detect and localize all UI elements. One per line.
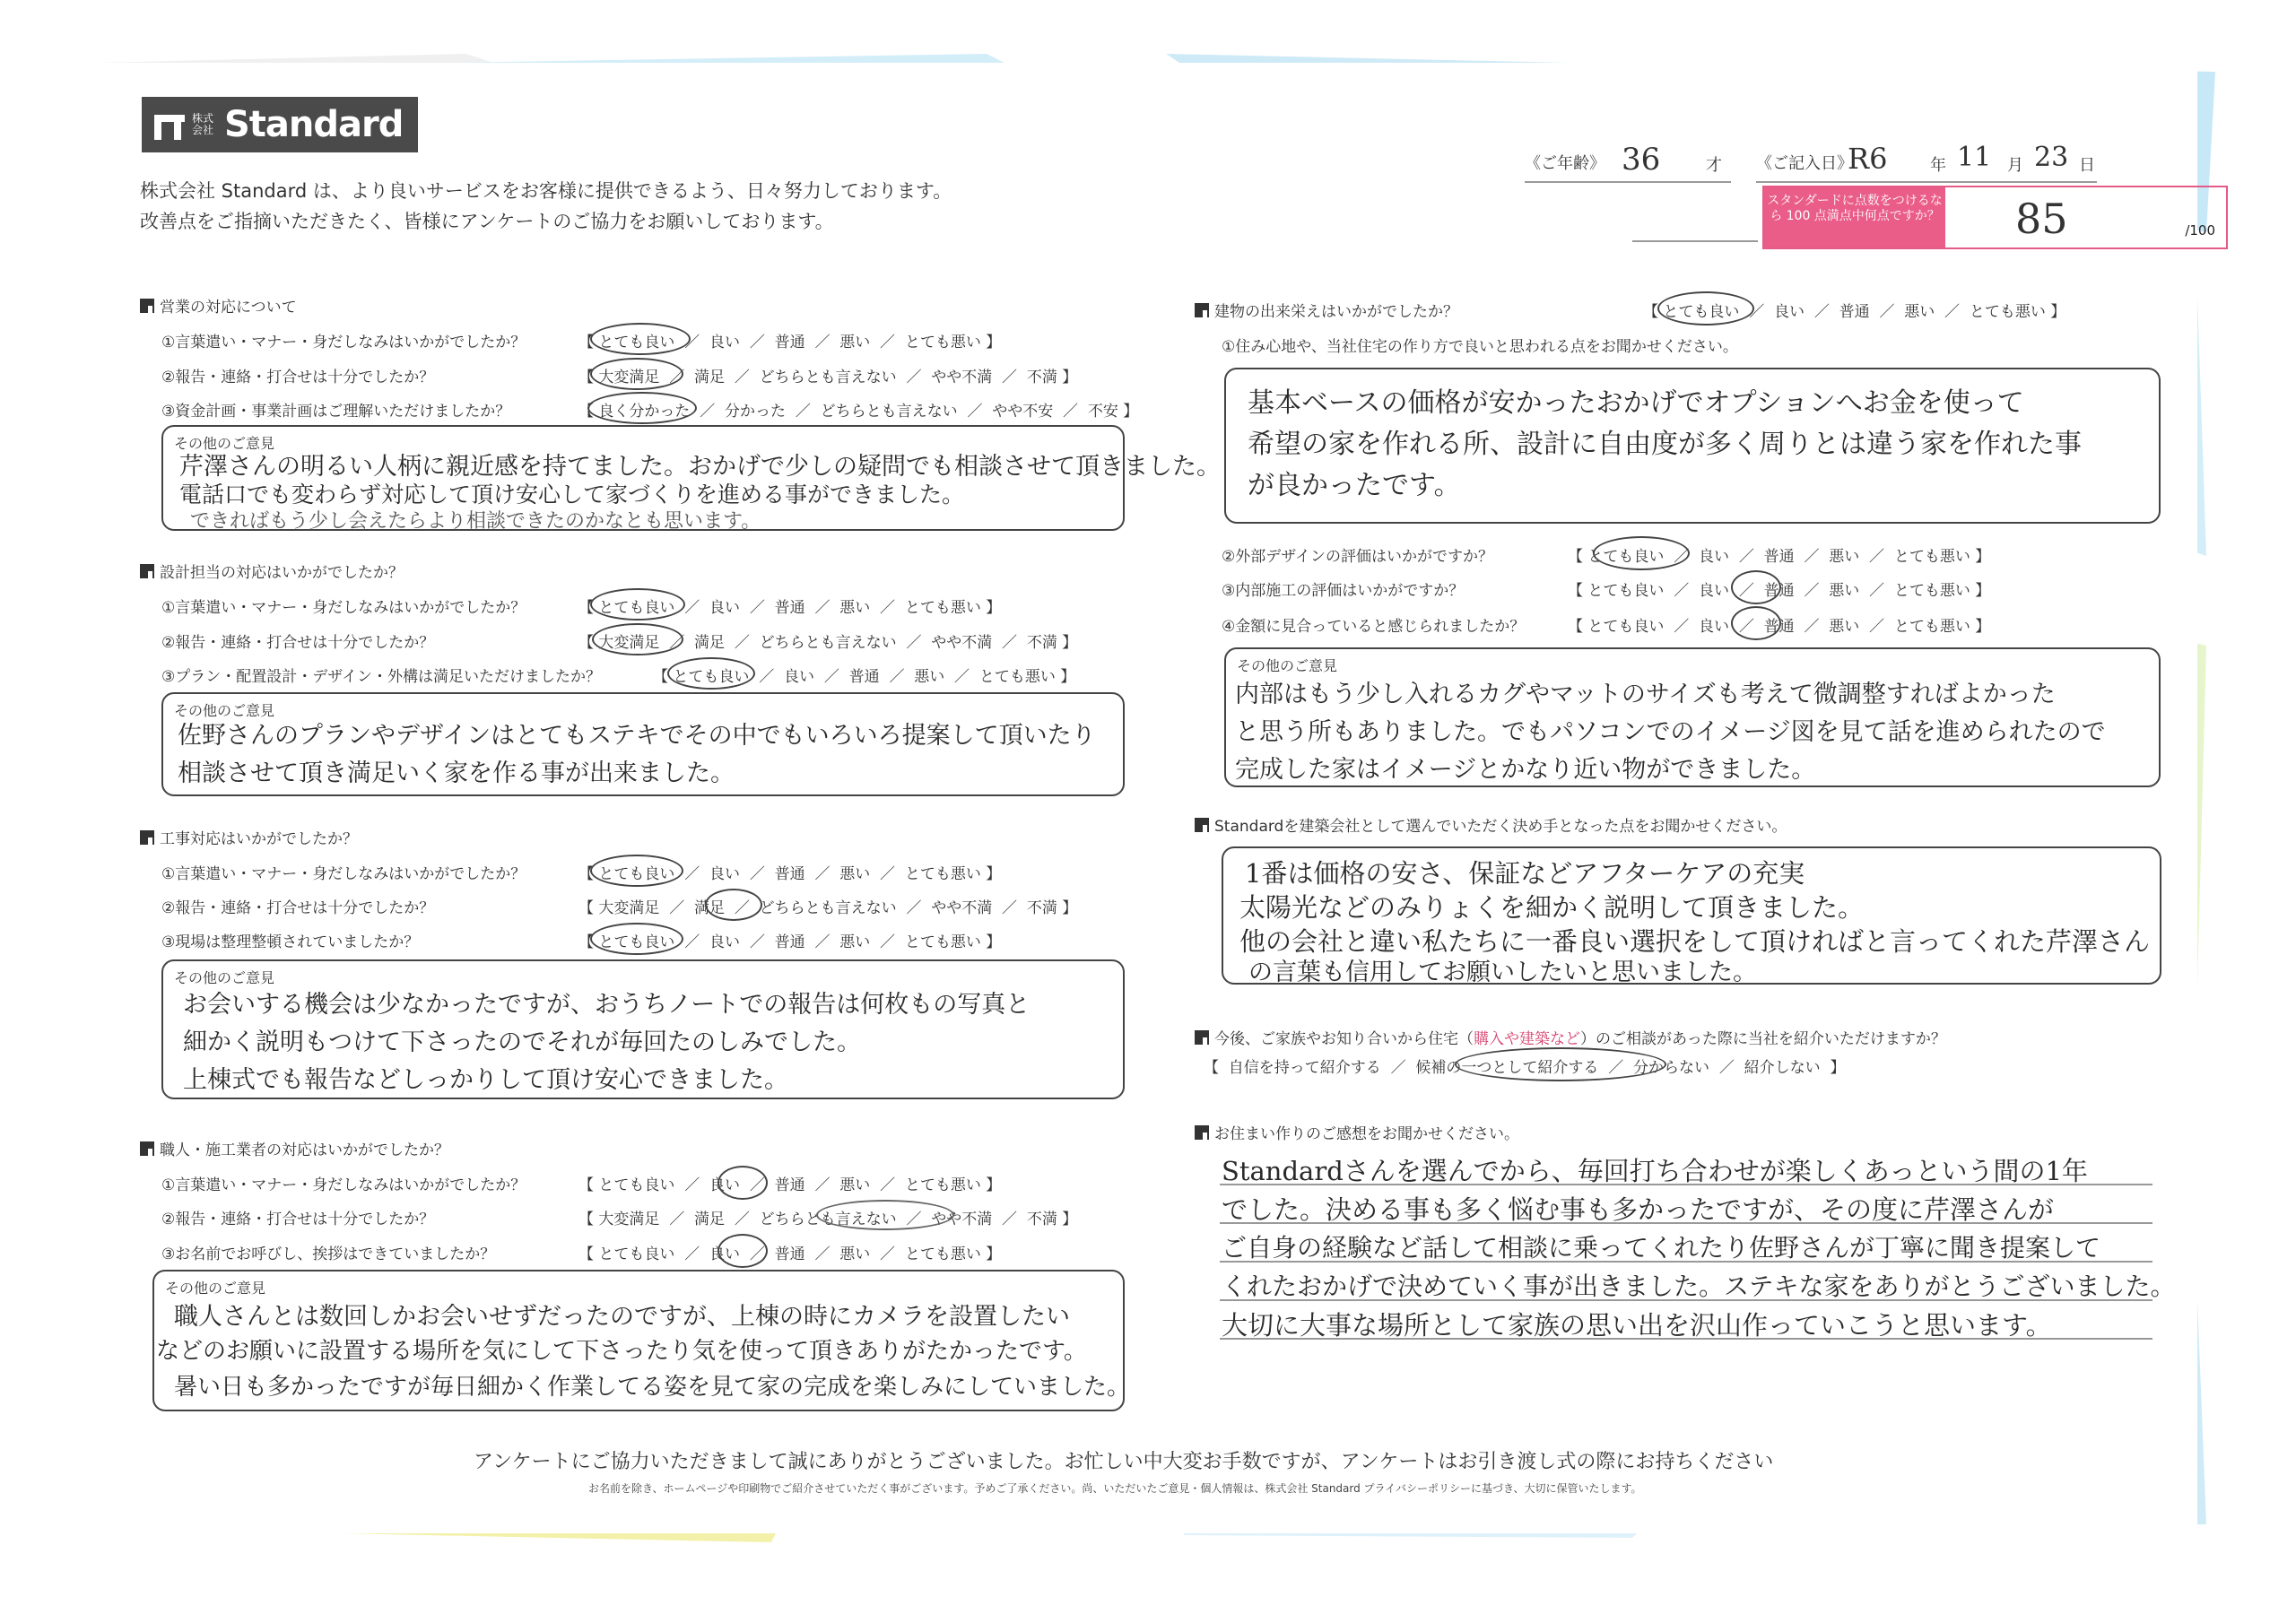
building-options[interactable]: 【 とても良い ／ 良い ／ 普通 ／ 悪い ／ とても悪い 】 [1643,303,2066,321]
sales-q1: ①言葉遣い・マナー・身だしなみはいかがでしたか？ [161,334,526,352]
answer-circle [1593,536,1690,570]
design-q3: ③プラン・配置設計・デザイン・外構は満足いただけましたか？ [161,668,602,686]
comment-line: 細かく説明もつけて下さったのでそれが毎回たのしみでした。 [183,1028,861,1056]
comment-line: 内部はもう少し入れるカグやマットのサイズも考えて微調整すればよかった [1235,681,2056,708]
answer-line: 希望の家を作れる所、設計に自由度が多く周りとは違う家を作れた事 [1248,429,2082,460]
score-value[interactable]: 85 [2015,195,2068,243]
building-comment-box[interactable] [1224,647,2161,787]
answer-circle [590,588,685,621]
answer-circle [587,392,697,424]
score-box [1762,186,2228,249]
comment-label: その他のご意見 [1237,657,1338,674]
comment-label: その他のご意見 [165,1280,266,1297]
answer-circle [592,623,683,655]
reason-answer-box[interactable] [1222,846,2161,985]
footer-privacy: お名前を除き、ホームページや印刷物でご紹介させていただく事がございます。予めご了承ください。尚、いただいたご意見・個人情報は、株式会社 Standard プライバシーポリシーに基づき、大切に保管いたします。 [588,1482,1642,1495]
date-year-unit: 年 [1930,156,1946,175]
intro-line-2: 改善点をご指摘いただきたく、皆様にアンケートのご協力をお願いしております。 [140,211,834,232]
section-referral-title: 今後、ご家族やお知り合いから住宅（ 購入や建築など ）のご相談があった際に当社を紹介いただけますか？ [1195,1026,1946,1048]
answer-circle [590,923,683,955]
answer-circle [1657,291,1754,325]
comment-line: などのお願いに設置する場所を気にして下さったり気を使って頂きありがたかったです。 [156,1338,1087,1365]
sales-q3-options[interactable]: 【 良く分かった ／ 分かった ／ どちらとも言えない ／ やや不安 ／ 不安 】 [578,403,1139,421]
section-construction-title: 工事対応はいかがでしたか？ [140,826,358,848]
comment-label: その他のご意見 [174,702,275,719]
construction-comment-box[interactable] [161,959,1125,1099]
logo-brand-text: Standard [224,104,404,145]
sales-q2: ②報告・連絡・打合せは十分でしたか？ [161,369,435,386]
building-q3-options[interactable]: 【 とても良い ／ 良い ／ 普通 ／ 悪い ／ とても悪い 】 [1568,582,1991,600]
craftsmen-q3-options[interactable]: 【 とても良い ／ 良い ／ 普通 ／ 悪い ／ とても悪い 】 [578,1245,1002,1263]
comment-label: その他のご意見 [174,969,275,986]
craftsmen-comment-box[interactable] [152,1270,1131,1411]
sales-comment-box[interactable] [161,425,1221,533]
answer-circle [1731,570,1781,604]
answer-circle [667,657,755,690]
footer-thanks: アンケートにご協力いただきまして誠にありがとうございました。お忙しい中大変お手数ですが、アンケートはお引き渡し式の際にお持ちください [474,1451,1774,1473]
answer-line: 太陽光などのみりょくを細かく説明して頂きました。 [1239,892,1865,923]
craftsmen-q1-options[interactable]: 【 とても良い ／ 良い ／ 普通 ／ 悪い ／ とても悪い 】 [578,1176,1002,1194]
answer-circle [590,855,683,887]
intro-line-1: 株式会社 Standard は、より良いサービスをお客様に提供できるよう、日々努力しております。 [140,180,952,202]
impressions-line: 大切に大事な場所として家族の思い出を沢山作っていこうと思います。 [1222,1310,2052,1341]
sales-q2-options[interactable]: 【 大変満足 ／ 満足 ／ どちらとも言えない ／ やや不満 ／ 不満 】 [578,369,1078,386]
comment-line: 完成した家はイメージとかなり近い物ができました。 [1235,756,1816,784]
section-impressions-title: お住まい作りのご感想をお聞かせください。 [1195,1121,1519,1143]
construction-q2-options[interactable]: 【 大変満足 ／ 満足 ／ どちらとも言えない ／ やや不満 ／ 不満 】 [578,899,1078,917]
impressions-line: くれたおかげで決めていく事が出きました。ステキな家をありがとうございました。 [1222,1271,2176,1301]
answer-circle [1455,1047,1666,1081]
craftsmen-q3: ③お名前でお呼びし、挨拶はできていましたか？ [161,1245,496,1263]
craftsmen-q2-options[interactable]: 【 大変満足 ／ 満足 ／ どちらとも言えない ／ やや不満 ／ 不満 】 [578,1211,1078,1228]
design-q2-options[interactable]: 【 大変満足 ／ 満足 ／ どちらとも言えない ／ やや不満 ／ 不満 】 [578,634,1078,652]
craftsmen-q1: ①言葉遣い・マナー・身だしなみはいかがでしたか？ [161,1176,526,1194]
date-month-unit: 月 [2007,156,2023,175]
answer-line: 基本ベースの価格が安かったおかげでオプションへお金を使って [1248,387,2024,419]
house-icon [1195,1125,1209,1140]
comment-line: 職人さんとは数回しかお会いせずだったのですが、上棟の時にカメラを設置したい [174,1303,1070,1331]
score-prompt: スタンダードに点数をつけるなら 100 点満点中何点ですか？ [1764,187,1945,247]
design-q1: ①言葉遣い・マナー・身だしなみはいかがでしたか？ [161,599,526,617]
construction-q1-options[interactable]: 【 とても良い ／ 良い ／ 普通 ／ 悪い ／ とても悪い 】 [578,865,1002,883]
comment-line: できればもう少し会えたらより相談できたのかなとも思います。 [190,510,761,533]
house-icon [1195,303,1209,317]
comment-line: 芹澤さんの明るい人柄に親近感を持てました。おかげで少しの疑問でも相談させて頂きました。 [179,453,1221,481]
impressions-line: でした。決める事も多く悩む事も多かったですが、その度に芹澤さんが [1222,1194,2055,1225]
house-icon [140,1141,154,1156]
house-icon [1195,1030,1209,1045]
answer-circle [816,1200,954,1230]
comment-line: 佐野さんのプランやデザインはとてもステキでその中でもいろいろ提案して頂いたり [178,722,1096,750]
answer-circle [1731,606,1781,640]
building-q2-options[interactable]: 【 とても良い ／ 良い ／ 普通 ／ 悪い ／ とても悪い 】 [1568,548,1991,566]
answer-line: が良かったです。 [1248,470,1461,501]
comment-label: その他のご意見 [174,435,275,452]
answer-circle [718,1166,768,1200]
sales-q3: ③資金計画・事業計画はご理解いただけましたか？ [161,403,511,421]
house-icon [140,564,154,578]
house-icon [140,830,154,845]
impressions-line: Standardさんを選んでから、毎回打ち合わせが楽しくあっという間の1年 [1222,1156,2088,1186]
date-month: 11 [1957,142,1992,173]
section-craftsmen-title: 職人・施工業者の対応はいかがでしたか？ [140,1137,449,1159]
referral-highlight: 購入や建築など [1474,1030,1580,1048]
date-day-unit: 日 [2079,156,2095,175]
sales-q1-options[interactable]: 【 とても良い ／ 良い ／ 普通 ／ 悪い ／ とても悪い 】 [578,334,1002,352]
section-building-title: 建物の出来栄えはいかがでしたか？ [1195,299,1458,321]
design-q3-options[interactable]: 【 とても良い ／ 良い ／ 普通 ／ 悪い ／ とても悪い 】 [653,668,1076,686]
answer-line: の言葉も信用してお願いしたいと思いました。 [1248,959,1757,986]
answer-line: 1番は価格の安さ、保証などアフターケアの充実 [1245,858,1805,889]
answer-circle [590,358,683,390]
comment-line: 暑い日も多かったですが毎日細かく作業してる姿を見て家の完成を楽しみにしていました。 [174,1374,1131,1401]
answer-circle [705,889,762,921]
house-icon [140,299,154,313]
answer-circle [590,323,691,355]
design-q2: ②報告・連絡・打合せは十分でしたか？ [161,634,435,652]
age-unit: 才 [1706,156,1722,175]
logo-small-text: 株式会社 [192,112,214,136]
age-value: 36 [1622,142,1661,178]
age-label: 《ご年齢》 [1525,154,1605,173]
construction-q2: ②報告・連絡・打合せは十分でしたか？ [161,899,435,917]
building-q4-options[interactable]: 【 とても良い ／ 良い ／ 普通 ／ 悪い ／ とても悪い 】 [1568,618,1991,636]
building-q1: ①住み心地や、当社住宅の作り方で良いと思われる点をお聞かせください。 [1222,338,1738,356]
house-icon [1195,818,1209,832]
building-q1-answer-box[interactable] [1224,368,2161,524]
impressions-line: ご自身の経験など話して相談に乗ってくれたり佐野さんが丁寧に聞き提案して [1222,1233,2101,1263]
answer-line: 他の会社と違い私たちに一番良い選択をして頂ければと言ってくれた芹澤さん [1239,926,2151,957]
comment-line: と思う所もありました。でもパソコンでのイメージ図を見て話を進められたので [1235,718,2106,746]
date-day: 23 [2034,142,2069,173]
building-q3: ③内部施工の評価はいかがですか？ [1222,582,1465,600]
date-era: R6 [1848,142,1888,176]
construction-q3: ③現場は整理整頓されていましたか？ [161,933,420,951]
building-q2: ②外部デザインの評価はいかがですか？ [1222,548,1494,566]
comment-line: お会いする機会は少なかったですが、おうちノートでの報告は何枚もの写真と [183,991,1031,1019]
date-label: 《ご記入日》 [1756,154,1853,173]
section-reason-title: Standardを建築会社として選んでいただく決め手となった点をお聞かせください。 [1195,813,1787,836]
section-sales-title: 営業の対応について [140,294,297,317]
comment-line: 電話口でも変わらず対応して頂け安心して家づくりを進める事ができました。 [179,482,965,508]
craftsmen-q2: ②報告・連絡・打合せは十分でしたか？ [161,1211,435,1228]
score-unit: /100 [2185,222,2215,239]
building-q4: ④金額に見合っていると感じられましたか？ [1222,618,1526,636]
section-design-title: 設計担当の対応はいかがでしたか？ [140,560,404,582]
company-logo [142,97,418,152]
comment-line: 相談させて頂き満足いく家を作る事が出来ました。 [178,759,735,787]
comment-line: 上棟式でも報告などしっかりして頂け安心できました。 [183,1066,788,1094]
construction-q3-options[interactable]: 【 とても良い ／ 良い ／ 普通 ／ 悪い ／ とても悪い 】 [578,933,1002,951]
answer-circle [718,1234,768,1268]
construction-q1: ①言葉遣い・マナー・身だしなみはいかがでしたか？ [161,865,526,883]
design-q1-options[interactable]: 【 とても良い ／ 良い ／ 普通 ／ 悪い ／ とても悪い 】 [578,599,1002,617]
house-logo-icon [154,109,185,140]
referral-options[interactable]: 【 自信を持って紹介する ／ 候補の一つとして紹介する ／ 分からない ／ 紹介しない 】 [1204,1059,1846,1077]
design-comment-box[interactable] [161,692,1125,796]
